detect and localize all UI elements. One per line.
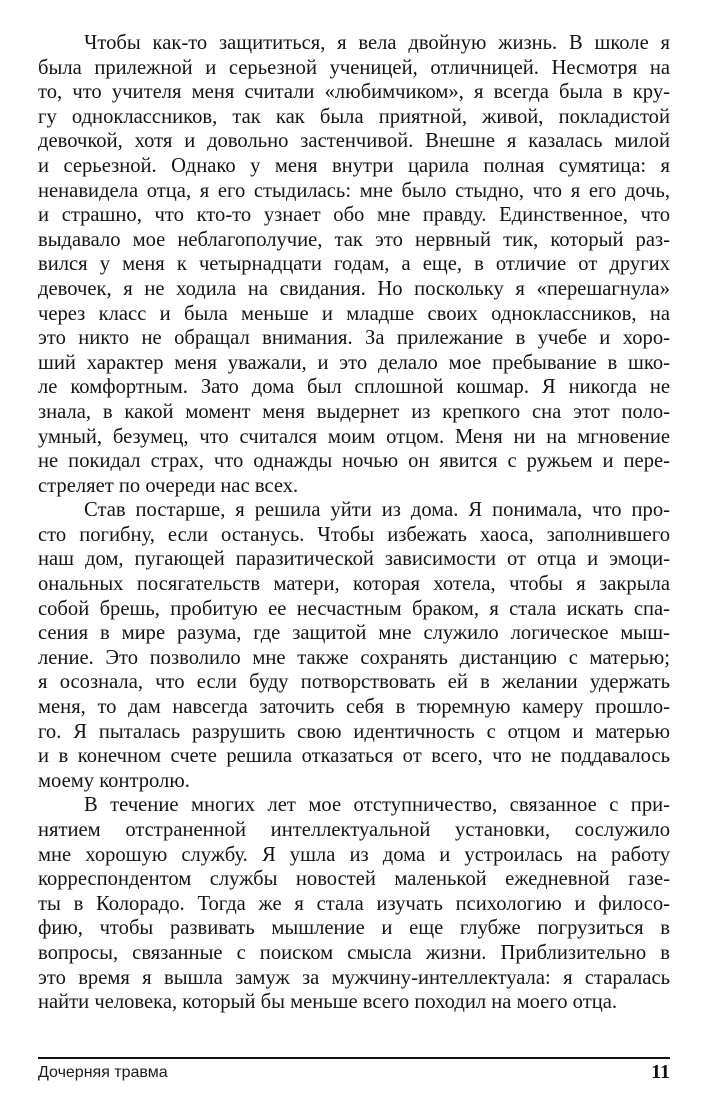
running-footer-title: Дочерняя травма [38, 1064, 168, 1081]
text-line: В течение многих лет мое отступничество, связанное с при- [84, 794, 670, 817]
page-number: 11 [651, 1061, 670, 1083]
text-line: сения в мире разума, где защитой мне служило логическое мыш- [38, 622, 670, 645]
text-line: фию, чтобы развивать мышление и еще глубже погрузиться в [38, 917, 670, 940]
text-line: Чтобы как-то защититься, я вела двойную жизнь. В школе я [84, 32, 670, 54]
text-line: и в конечном счете решила отказаться от всего, что не поддавалось [38, 745, 670, 768]
text-line: была прилежной и серьезной ученицей, отличницей. Несмотря на [38, 56, 670, 79]
text-line: ле комфортным. Зато дома был сплошной кошмар. Я никогда не [38, 376, 670, 399]
text-line: стреляет по очереди нас всех. [38, 474, 299, 497]
paragraph [38, 31, 670, 498]
text-line: через класс и была меньше и младше своих одноклассников, на [38, 302, 670, 325]
text-line: го. Я пыталась разрушить свою идентичность с отцом и матерью [38, 720, 670, 743]
text-line: это время я вышла замуж за мужчину-интеллектуала: я старалась [38, 966, 670, 989]
text-line: ты в Колорадо. Тогда же я стала изучать психологию и филосо- [38, 892, 670, 915]
text-line: гу одноклассников, так как была приятной, живой, покладистой [38, 105, 670, 128]
paragraph [38, 498, 670, 793]
text-line: наш дом, пугающей паразитической зависимости от отца и эмоци- [38, 548, 670, 571]
text-line: я осознала, что если буду потворствовать ей в желании удержать [38, 671, 670, 694]
text-line: нятием отстраненной интеллектуальной установки, сослужило [38, 819, 670, 841]
text-line: то, что учителя меня считали «любимчиком», я всегда была в кру- [38, 81, 670, 104]
text-line: и серьезной. Однако у меня внутри царила полная сумятица: я [38, 154, 670, 177]
text-line: ление. Это позволило мне также сохранять дистанцию с матерью; [38, 646, 670, 669]
text-line: корреспондентом службы новостей маленькой ежедневной газе- [38, 868, 670, 891]
text-line: знала, в какой момент меня выдернет из крепкого сна этот поло- [38, 400, 670, 423]
text-line: вопросы, связанные с поиском смысла жизни. Приблизительно в [38, 941, 670, 964]
text-line: это никто не обращал внимания. За прилежание в учебе и хоро- [38, 327, 670, 350]
text-line: мне хорошую службу. Я ушла из дома и устроилась на работу [38, 843, 670, 866]
paragraph [38, 793, 670, 1014]
text-line: выдавало мое неблагополучие, так это нервный тик, который раз- [38, 228, 670, 251]
text-line: умный, безумец, что считался моим отцом. Меня ни на мгновение [38, 425, 670, 448]
text-line: собой брешь, пробитую ее несчастным браком, я стала искать спа- [38, 597, 670, 620]
text-line: не покидал страх, что однажды ночью он явится с ружьем и пере- [38, 450, 670, 473]
text-line: моему контролю. [38, 769, 190, 792]
text-line: девочек, я не ходила на свидания. Но поскольку я «перешагнула» [38, 277, 670, 300]
body-text [38, 31, 670, 1015]
text-line: сто погибну, если останусь. Чтобы избежать хаоса, заполнившего [38, 523, 670, 546]
text-line: ненавидела отца, я его стыдилась: мне было стыдно, что я его дочь, [38, 179, 670, 202]
text-line: меня, то дам навсегда заточить себя в тюремную камеру прошло- [38, 696, 670, 719]
text-line: девочкой, хотя и довольно застенчивой. Внешне я казалась милой [38, 130, 670, 153]
text-line: и страшно, что кто-то узнает обо мне правду. Единственное, что [38, 204, 670, 227]
text-line: ональных посягательств матери, которая хотела, чтобы я закрыла [38, 573, 670, 596]
text-line: Став постарше, я решила уйти из дома. Я понимала, что про- [84, 499, 670, 522]
text-line: ший характер меня уважали, и это делало мое пребывание в шко- [38, 351, 670, 374]
text-line: вился у меня к четырнадцати годам, а еще, в отличие от других [38, 253, 670, 276]
footer-rule [38, 1057, 670, 1059]
text-line: найти человека, который бы меньше всего походил на моего отца. [38, 991, 618, 1014]
